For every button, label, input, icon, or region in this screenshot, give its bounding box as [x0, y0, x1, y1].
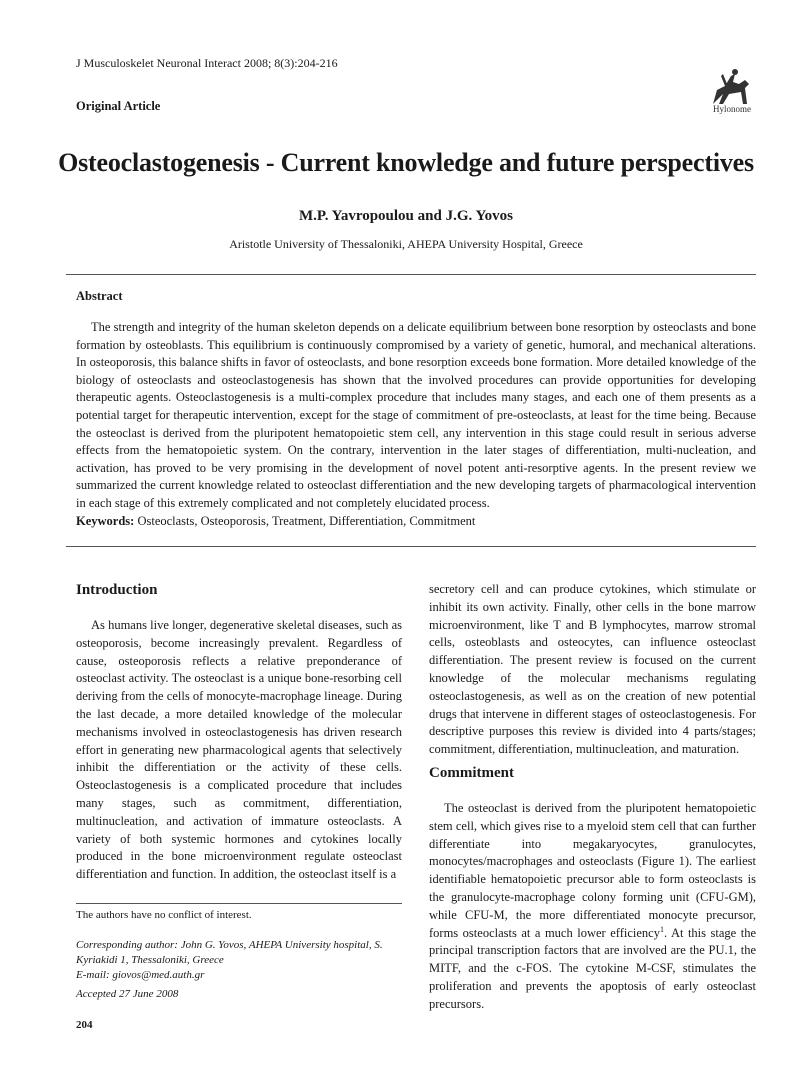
commitment-text-b: . At this stage the principal transcription factors that are involved are the PU.1, the MITF, and the c-FOS. The cytokine M-CSF, stimulates the proliferation and prevents the apoptosis of early osteoclast precursors. — [429, 925, 757, 1011]
logo-caption: Hylonome — [713, 104, 751, 114]
divider-bottom — [66, 546, 756, 547]
article-authors: M.P. Yavropoulou and J.G. Yovos — [299, 208, 513, 224]
abstract-text: The strength and integrity of the human skeleton depends on a delicate equilibrium between bone resorption by osteoclasts and bone formation by osteoblasts. This equilibrium is continuously compromised by a variety of genetic, humoral, and mechanical alterations. In osteoporosis, this balance shifts in favor of osteoclasts, and bone resorption exceeds bone formation. More detailed knowledge of the biology of osteoclasts and osteoclastogenesis has shown that the involved procedures can provide opportunities for developing therapeutic agents. Osteoclastogenesis is a multi-complex procedure that includes many stages, and each one of them presents as a potential target for therapeutic intervention, except for the stage of commitment of pre-osteoclasts, at least for the time being. Because the osteoclast is derived from the pluripotent hematopoietic stem cell, any intervention in this stage could result in serious adverse effects from the hematopoietic system. On the contrary, intervention in the later stages of differentiation, multi-nucleation, and activation, has proved to be very promising in the development of novel potent anti-resorptive agents. In the present review we summarized the current knowledge related to osteoclast differentiation and the new developing targets of pharmacological intervention in each stage of this extremely complicated and not completely elucidated process. — [76, 320, 756, 510]
introduction-text: As humans live longer, degenerative skeletal diseases, such as osteoporosis, become increasingly prevalent. Regardless of cause, osteoporosis reflects a relative preponderance of osteoclast activity. The osteoclast is a unique bone-resorbing cell deriving from the cells of monocyte-macrophage lineage. During the last decade, a more detailed knowledge of the molecular mechanisms involved in osteoclastogenesis has driven research effort in generating new pharmacological agents that selectively inhibit the differentiation or the activity of these cells. Osteoclastogenesis is a complicated procedure that includes many stages, such as commitment, differentiation, multinucleation, and activation of immature osteoclasts. A variety of both systemic hormones and cytokines locally produced in the bone microenvironment regulate osteoclast differentiation and function. In addition, the osteoclast itself is a — [76, 618, 402, 882]
conflict-statement: The authors have no conflict of interest. — [76, 909, 252, 921]
commitment-text-a: The osteoclast is derived from the pluripotent hematopoietic stem cell, which gives rise to a myeloid stem cell that can further differentiate into megakaryocytes, granulocytes, monocytes/macrophages and osteoclasts (Figure 1). The earliest identifiable hematopoietic precursor able to form osteoclasts is the granulocyte-macrophage colony forming unit (CFU-GM), while CFU-M, the more differentiated monocyte precursor, forms osteoclasts at a much lower efficiency — [429, 801, 756, 940]
corresponding-email: E-mail: giovos@med.auth.gr — [76, 969, 205, 981]
keywords-line — [76, 514, 475, 529]
author-affiliation: Aristotle University of Thessaloniki, AHEPA University Hospital, Greece — [229, 237, 583, 251]
reference-superscript: 1 — [659, 924, 664, 934]
page-number: 204 — [76, 1019, 93, 1031]
introduction-heading: Introduction — [76, 582, 158, 598]
footnote-divider — [76, 903, 402, 904]
accepted-date-text: Accepted 27 June 2008 — [76, 988, 179, 1000]
article-title: Osteoclastogenesis - Current knowledge and future perspectives — [58, 148, 754, 177]
abstract-heading: Abstract — [76, 289, 123, 303]
introduction-continued-text: secretory cell and can produce cytokines, which stimulate or inhibit its own activity. Finally, other cells in the bone marrow microenvironment, like T and B lymphocytes, marrow stromal cells, osteoblasts and osteocytes, can influence osteoclast differentiation. The present review is focused on the current knowledge of the molecular mechanisms regulating osteoclastogenesis, as well as on the creation of new potential drugs that intervene in different stages of osteoclastogenesis. For descriptive purposes this review is divided into 4 parts/stages; commitment, differentiation, multinucleation, and maturation. — [429, 582, 756, 757]
divider-top — [66, 274, 756, 275]
keywords-label: Keywords: — [76, 514, 135, 528]
journal-citation: J Musculoskelet Neuronal Interact 2008; 8(3):204-216 — [76, 56, 338, 70]
corresponding-author — [76, 938, 402, 983]
commitment-text — [429, 800, 756, 1014]
keywords-text: Osteoclasts, Osteoporosis, Treatment, Differentiation, Commitment — [137, 514, 476, 528]
accepted-date — [76, 987, 178, 1002]
commitment-heading: Commitment — [429, 765, 514, 781]
corresponding-author-text: Corresponding author: John G. Yovos, AHEPA University hospital, S. Kyriakidi 1, Thessaloniki, Greece — [76, 939, 383, 966]
article-type: Original Article — [76, 99, 161, 113]
